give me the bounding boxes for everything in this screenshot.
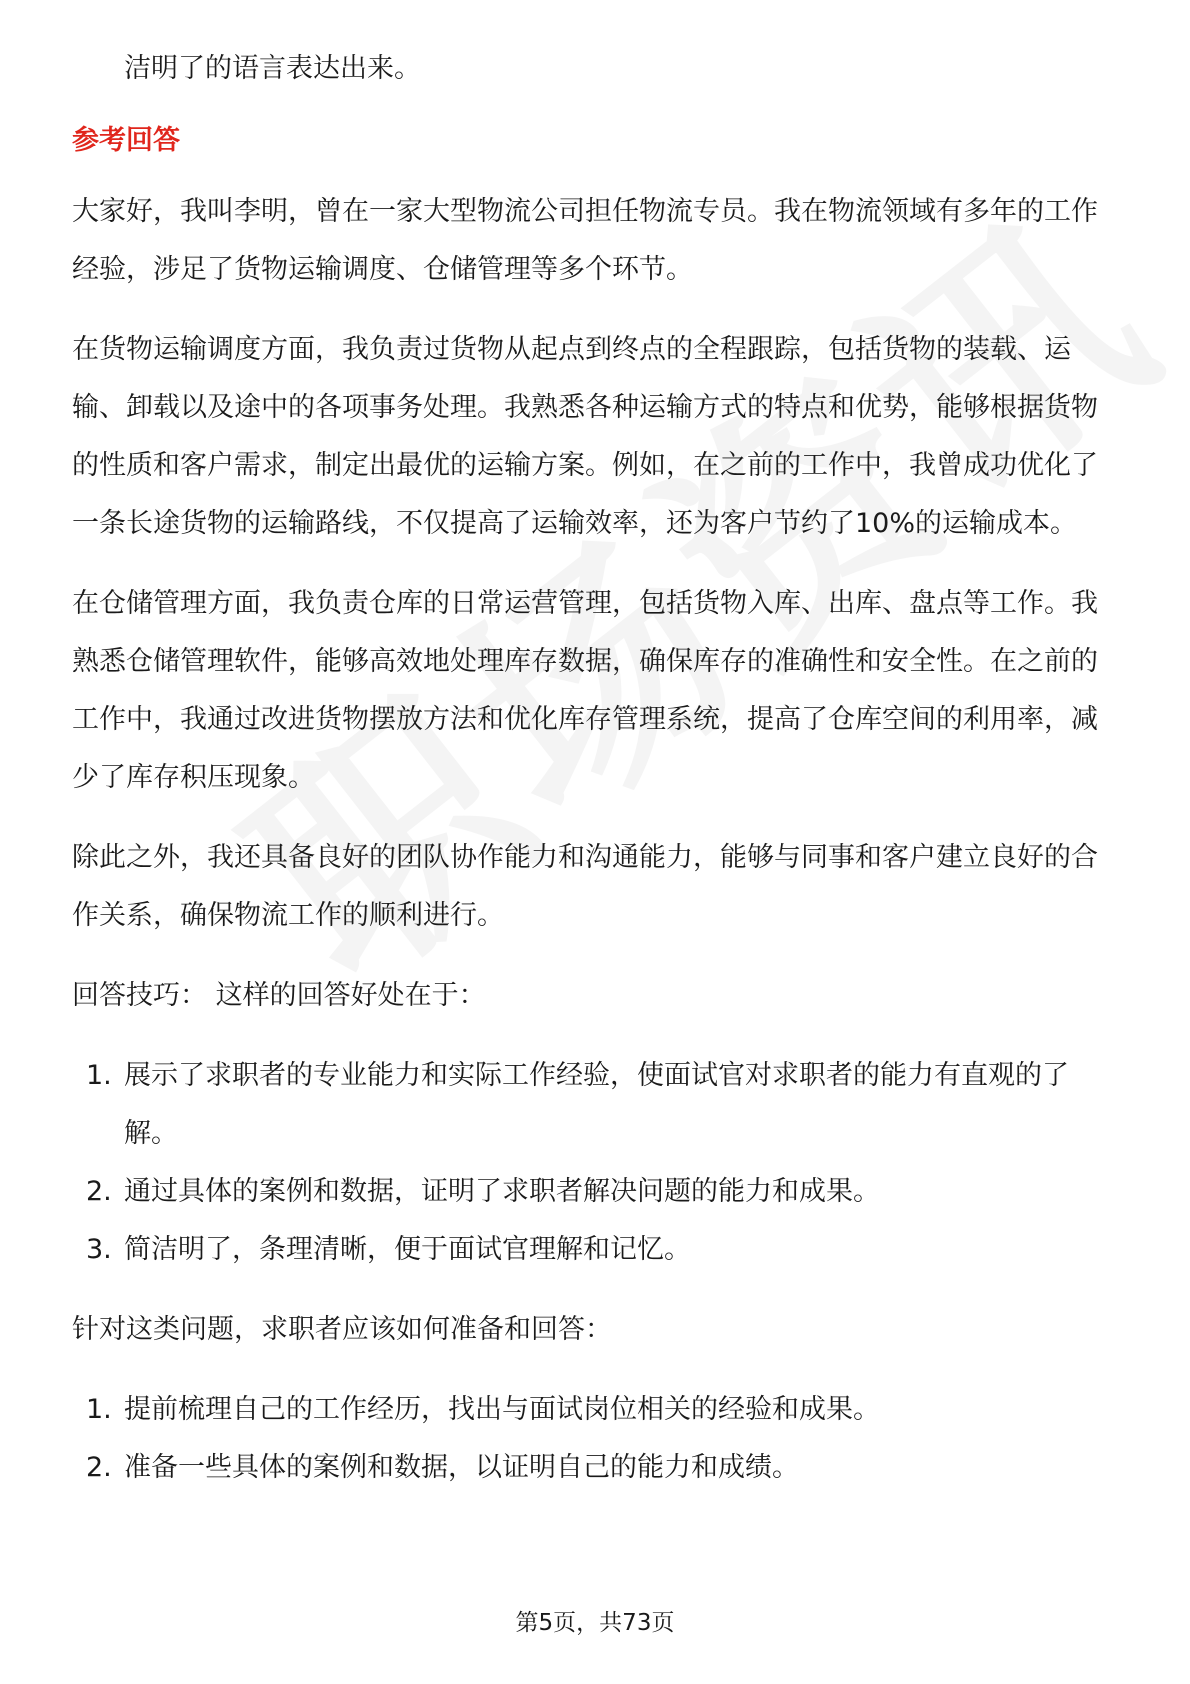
page-content <box>72 40 1122 1497</box>
prep-intro: 针对这类问题，求职者应该如何准备和回答： <box>72 1314 612 1345</box>
section-heading: 参考回答 <box>72 125 180 156</box>
list-item: 1. 提前梳理自己的工作经历，找出与面试岗位相关的经验和成果。 <box>86 1394 880 1425</box>
tips-list <box>72 1047 1122 1279</box>
list-item: 2. 准备一些具体的案例和数据，以证明自己的能力和成绩。 <box>86 1452 799 1483</box>
paragraph-intro: 大家好，我叫李明，曾在一家大型物流公司担任物流专员。我在物流领域有多年的工作经验，涉足了货物运输调度、仓储管理等多个环节。 <box>72 196 1098 285</box>
continuation-text: 洁明了的语言表达出来。 <box>124 53 421 84</box>
paragraph-warehouse: 在仓储管理方面，我负责仓库的日常运营管理，包括货物入库、出库、盘点等工作。我熟悉仓储管理软件，能够高效地处理库存数据，确保库存的准确性和安全性。在之前的工作中，我通过改进货物摆放方法和优化库存管理系统，提高了仓库空间的利用率，减少了库存积压现象。 <box>72 588 1098 793</box>
prep-list <box>72 1381 1122 1497</box>
page-footer: 第5页，共73页 <box>515 1610 675 1636</box>
list-item: 3. 简洁明了，条理清晰，便于面试官理解和记忆。 <box>86 1234 691 1265</box>
list-item: 1. 展示了求职者的专业能力和实际工作经验，使面试官对求职者的能力有直观的了解。 <box>86 1060 1069 1149</box>
paragraph-transport: 在货物运输调度方面，我负责过货物从起点到终点的全程跟踪，包括货物的装载、运输、卸载以及途中的各项事务处理。我熟悉各种运输方式的特点和优势，能够根据货物的性质和客户需求，制定出最优的运输方案。例如，在之前的工作中，我曾成功优化了一条长途货物的运输路线，不仅提高了运输效率，还为客户节约了10%的运输成本。 <box>72 334 1098 539</box>
list-item: 2. 通过具体的案例和数据，证明了求职者解决问题的能力和成果。 <box>86 1176 880 1207</box>
paragraph-teamwork: 除此之外，我还具备良好的团队协作能力和沟通能力，能够与同事和客户建立良好的合作关系，确保物流工作的顺利进行。 <box>72 842 1098 931</box>
tips-intro: 回答技巧： 这样的回答好处在于： <box>72 980 486 1011</box>
